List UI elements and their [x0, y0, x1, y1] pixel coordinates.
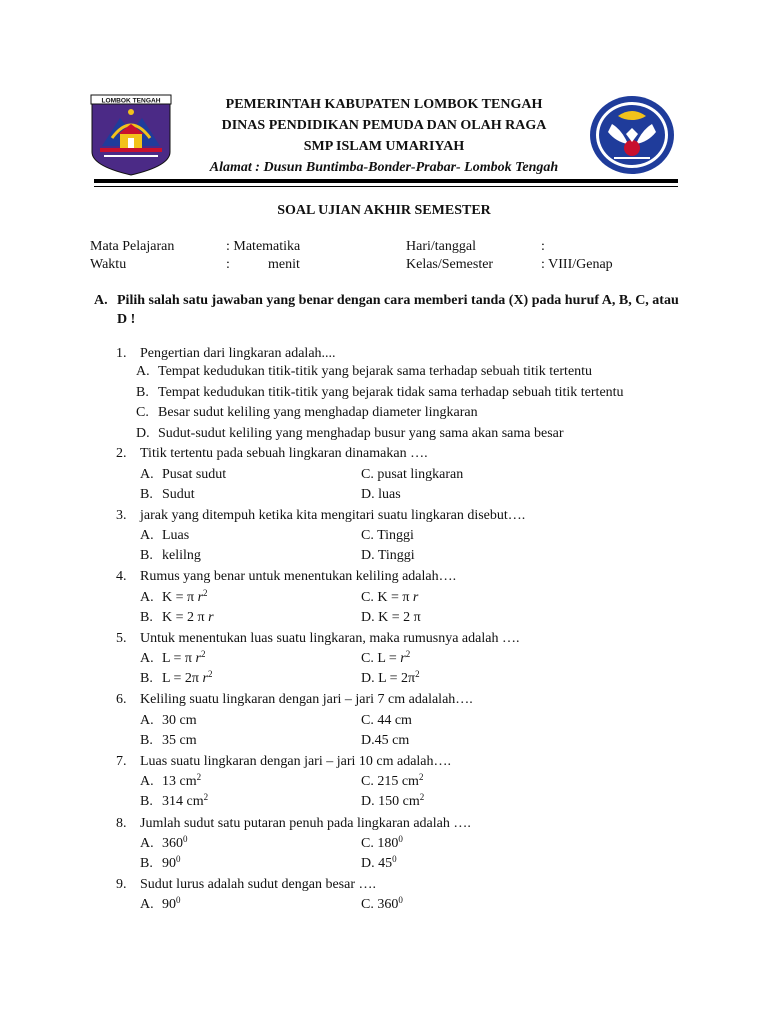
option-c: C. pusat lingkaran — [361, 467, 464, 482]
question-number: 6. — [116, 692, 127, 707]
question-number: 8. — [116, 816, 127, 831]
lombok-tengah-logo-icon — [90, 94, 172, 176]
option-text: C. 180 — [361, 836, 399, 851]
option-text: Tempat kedudukan titik-titik yang bejarak sama terhadap sebuah titik tertentu — [158, 364, 593, 379]
subject-label: Mata Pelajaran — [90, 239, 175, 254]
option-c: C. 44 cm — [361, 713, 412, 728]
exponent: 2 — [405, 649, 411, 659]
option-text: C. 360 — [361, 897, 399, 912]
option-label: B. — [136, 385, 149, 400]
exponent: 2 — [196, 772, 202, 782]
question-number: 9. — [116, 877, 127, 892]
exponent: 0 — [176, 854, 181, 864]
option-b: B. L = 2π $r^2$ — [140, 669, 213, 686]
class-label: Kelas/Semester — [406, 257, 494, 272]
option-c — [361, 896, 403, 914]
question-number: 4. — [116, 569, 127, 584]
option-b: B. $90^0$ — [140, 854, 181, 871]
question-text: Sudut lurus adalah sudut dengan besar …. — [140, 877, 377, 892]
exponent: 2 — [415, 669, 420, 679]
option-d — [361, 793, 424, 811]
question-text: jarak yang ditempuh ketika kita mengitari suatu lingkaran disebut…. — [140, 508, 526, 523]
variable: r — [208, 610, 214, 625]
option-c — [361, 650, 410, 668]
question-text: Rumus yang benar untuk menentukan keliling adalah…. — [140, 569, 457, 584]
option-d: D. K = 2 π — [361, 610, 421, 625]
option-text: 30 cm — [162, 713, 197, 728]
option-d: D. Tinggi — [361, 548, 415, 563]
option-a: A. 13 $cm^2$ — [140, 772, 202, 789]
option-d — [361, 670, 420, 688]
question-number: 5. — [116, 631, 127, 646]
question-4 — [116, 568, 456, 586]
option-text: Luas — [162, 528, 190, 543]
question-8 — [116, 815, 471, 833]
option-b — [136, 384, 624, 402]
option-text: Tempat kedudukan titik-titik yang bejarak tidak sama terhadap sebuah titik tertentu — [158, 385, 624, 400]
question-number: 1. — [116, 346, 127, 361]
instruction-text: Pilih salah satu jawaban yang benar dengan cara memberi tanda (X) pada huruf A, B, C, atau D ! — [117, 293, 679, 327]
formula-text: C. K = π — [361, 590, 413, 605]
option-text: Sudut-sudut keliling yang menghadap busur yang sama akan sama besar — [158, 426, 564, 441]
formula-text: L = 2π — [162, 671, 203, 686]
subject-value: : Matematika — [226, 239, 301, 254]
option-d — [136, 425, 564, 443]
option-a: A. 30 cm — [140, 713, 197, 728]
option-text: D. 150 cm — [361, 794, 420, 809]
time-unit: menit — [268, 257, 300, 272]
question-text: Pengertian dari lingkaran adalah.... — [140, 346, 336, 361]
exponent: 2 — [419, 792, 425, 802]
option-b: B. kelilng — [140, 548, 201, 563]
exponent: 0 — [183, 834, 188, 844]
option-a: A. $360^0$ — [140, 834, 188, 851]
option-a: A. Pusat sudut — [140, 467, 227, 482]
option-a: A. L = π $r^2$ — [140, 649, 206, 666]
school-address: Alamat : Dusun Buntimba-Bonder-Prabar- Lombok Tengah — [209, 160, 559, 175]
variable: r — [400, 651, 406, 666]
option-b: B. Sudut — [140, 487, 195, 502]
question-5 — [116, 630, 519, 648]
exponent: 0 — [176, 895, 181, 905]
letterhead-divider-thin — [94, 186, 678, 187]
option-b: B. K = 2 π r — [140, 610, 214, 625]
question-text: Jumlah sudut satu putaran penuh pada lingkaran adalah …. — [140, 816, 471, 831]
exponent: 2 — [207, 669, 213, 679]
option-text: 90 — [162, 856, 176, 871]
question-6 — [116, 691, 473, 709]
exponent: 0 — [398, 895, 403, 905]
school-name: SMP ISLAM UMARIYAH — [303, 139, 465, 154]
option-text: 360 — [162, 836, 183, 851]
tut-wuri-handayani-logo-icon — [588, 94, 676, 176]
option-c — [361, 773, 423, 791]
date-value: : — [541, 239, 545, 254]
option-c — [136, 404, 478, 422]
option-b: B. 314 $cm^2$ — [140, 792, 209, 809]
question-number: 7. — [116, 754, 127, 769]
variable: r — [195, 651, 201, 666]
question-3 — [116, 507, 525, 525]
question-7 — [116, 753, 451, 771]
section-a-instruction — [94, 291, 684, 329]
letterhead-divider — [94, 179, 678, 183]
option-a: A. Luas — [140, 528, 190, 543]
government-name: PEMERINTAH KABUPATEN LOMBOK TENGAH — [225, 97, 543, 112]
option-text: kelilng — [162, 548, 201, 563]
formula-text: L = π — [162, 651, 196, 666]
option-text: D. 45 — [361, 856, 393, 871]
question-number: 2. — [116, 446, 127, 461]
option-text: 13 cm — [162, 774, 197, 789]
exponent: 2 — [203, 588, 208, 598]
variable: r — [412, 590, 419, 605]
exponent: 2 — [200, 649, 206, 659]
logo-caption: LOMBOK TENGAH — [101, 97, 161, 105]
option-text: 35 cm — [162, 733, 197, 748]
question-text: Keliling suatu lingkaran dengan jari – jari 7 cm adalalah…. — [140, 692, 473, 707]
option-label: D. — [136, 426, 150, 441]
option-text: 90 — [162, 897, 176, 912]
question-1 — [116, 345, 336, 363]
formula-text: D. L = 2π — [361, 671, 416, 686]
question-text: Titik tertentu pada sebuah lingkaran dinamakan …. — [140, 446, 428, 461]
class-value: : VIII/Genap — [541, 257, 613, 272]
date-label: Hari/tanggal — [406, 239, 476, 254]
option-a — [136, 363, 592, 381]
option-text: Sudut — [162, 487, 195, 502]
exponent: 0 — [392, 854, 397, 864]
option-label: C. — [136, 405, 149, 420]
option-d: D. luas — [361, 487, 401, 502]
time-colon: : — [226, 257, 230, 272]
section-letter: A. — [94, 293, 108, 308]
formula-text: C. L = — [361, 651, 401, 666]
option-c: C. Tinggi — [361, 528, 414, 543]
exponent: 2 — [418, 772, 424, 782]
question-number: 3. — [116, 508, 127, 523]
exponent: 0 — [398, 834, 403, 844]
option-c — [361, 835, 403, 853]
formula-text: K = π — [162, 590, 198, 605]
option-text: C. 215 cm — [361, 774, 419, 789]
question-2 — [116, 445, 428, 463]
department-name: DINAS PENDIDIKAN PEMUDA DAN OLAH RAGA — [221, 118, 547, 133]
question-text: Untuk menentukan luas suatu lingkaran, maka rumusnya adalah …. — [140, 631, 520, 646]
variable: r — [197, 590, 204, 605]
time-label: Waktu — [90, 257, 127, 272]
option-d — [361, 855, 397, 873]
option-text: Besar sudut keliling yang menghadap diameter lingkaran — [158, 405, 478, 420]
option-d: D.45 cm — [361, 733, 410, 748]
option-a: A. $90^0$ — [140, 895, 181, 912]
variable: r — [202, 671, 208, 686]
option-c — [361, 589, 418, 607]
letterhead — [182, 94, 586, 178]
option-b: B. 35 cm — [140, 733, 197, 748]
exponent: 2 — [203, 792, 209, 802]
question-text: Luas suatu lingkaran dengan jari – jari 10 cm adalah…. — [140, 754, 452, 769]
option-text: 314 cm — [162, 794, 204, 809]
option-label: A. — [136, 364, 150, 379]
exam-title: SOAL UJIAN AKHIR SEMESTER — [277, 203, 491, 218]
formula-text: K = 2 π — [162, 610, 209, 625]
option-text: Pusat sudut — [162, 467, 227, 482]
question-9 — [116, 876, 376, 894]
option-a: A. K = π $r^2$ — [140, 588, 208, 605]
